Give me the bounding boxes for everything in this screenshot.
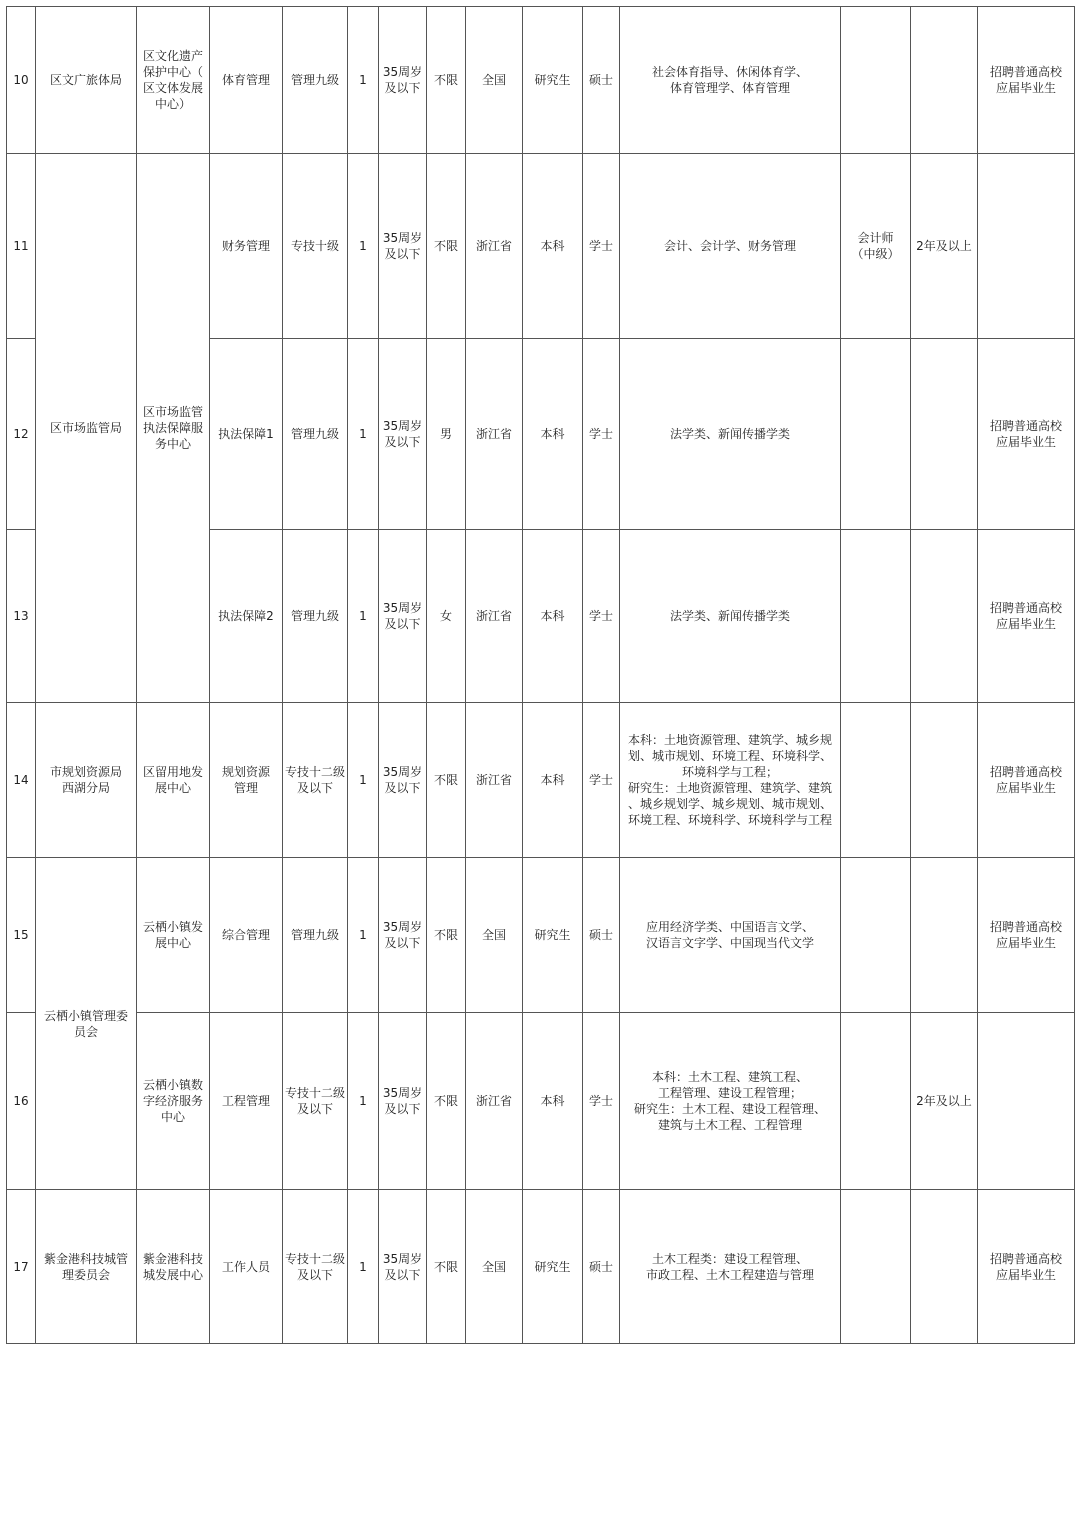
- major-requirement: 会计、会计学、财务管理: [620, 154, 841, 339]
- position-name: 执法保障1: [210, 339, 283, 530]
- table-row: [7, 858, 1075, 1013]
- certificate: [841, 703, 911, 858]
- certificate: 会计师 （中级）: [841, 154, 911, 339]
- gender-requirement: 不限: [427, 1013, 466, 1190]
- position-name: 工程管理: [210, 1013, 283, 1190]
- recruitment-table: [6, 6, 1075, 1344]
- certificate: [841, 530, 911, 703]
- remarks: 招聘普通高校 应届毕业生: [978, 339, 1075, 530]
- hiring-unit: 区留用地发 展中心: [137, 703, 210, 858]
- major-requirement: 法学类、新闻传播学类: [620, 530, 841, 703]
- position-name: 综合管理: [210, 858, 283, 1013]
- row-number: 17: [7, 1190, 36, 1344]
- position-grade: 管理九级: [283, 530, 348, 703]
- gender-requirement: 女: [427, 530, 466, 703]
- degree: 学士: [583, 154, 620, 339]
- residence-region: 浙江省: [466, 339, 523, 530]
- gender-requirement: 不限: [427, 1190, 466, 1344]
- gender-requirement: 不限: [427, 858, 466, 1013]
- degree: 学士: [583, 530, 620, 703]
- certificate: [841, 7, 911, 154]
- row-number: 13: [7, 530, 36, 703]
- age-requirement: 35周岁 及以下: [379, 858, 427, 1013]
- residence-region: 浙江省: [466, 1013, 523, 1190]
- residence-region: 浙江省: [466, 703, 523, 858]
- residence-region: 全国: [466, 858, 523, 1013]
- table-row: [7, 703, 1075, 858]
- row-number: 12: [7, 339, 36, 530]
- table-row: [7, 154, 1075, 339]
- department: 区文广旅体局: [36, 7, 137, 154]
- degree: 学士: [583, 1013, 620, 1190]
- education-level: 本科: [523, 154, 583, 339]
- table-row: [7, 1013, 1075, 1190]
- remarks: [978, 1013, 1075, 1190]
- education-level: 本科: [523, 1013, 583, 1190]
- hiring-count: 1: [348, 1190, 379, 1344]
- age-requirement: 35周岁 及以下: [379, 154, 427, 339]
- position-name: 体育管理: [210, 7, 283, 154]
- age-requirement: 35周岁 及以下: [379, 1190, 427, 1344]
- major-requirement: 本科：土木工程、建筑工程、 工程管理、建设工程管理； 研究生：土木工程、建设工程管理、 建筑与土木工程、工程管理: [620, 1013, 841, 1190]
- hiring-count: 1: [348, 530, 379, 703]
- gender-requirement: 不限: [427, 154, 466, 339]
- certificate: [841, 1013, 911, 1190]
- hiring-count: 1: [348, 703, 379, 858]
- age-requirement: 35周岁 及以下: [379, 1013, 427, 1190]
- certificate: [841, 339, 911, 530]
- row-number: 14: [7, 703, 36, 858]
- gender-requirement: 不限: [427, 703, 466, 858]
- hiring-unit: 区文化遗产 保护中心（ 区文体发展 中心）: [137, 7, 210, 154]
- remarks: [978, 154, 1075, 339]
- work-experience: 2年及以上: [911, 154, 978, 339]
- degree: 学士: [583, 703, 620, 858]
- department: 区市场监管局: [36, 154, 137, 703]
- residence-region: 全国: [466, 7, 523, 154]
- row-number: 11: [7, 154, 36, 339]
- certificate: [841, 1190, 911, 1344]
- position-name: 工作人员: [210, 1190, 283, 1344]
- department: 市规划资源局 西湖分局: [36, 703, 137, 858]
- degree: 学士: [583, 339, 620, 530]
- position-grade: 专技十二级 及以下: [283, 1013, 348, 1190]
- work-experience: [911, 530, 978, 703]
- hiring-unit: 区市场监管 执法保障服 务中心: [137, 154, 210, 703]
- remarks: 招聘普通高校 应届毕业生: [978, 858, 1075, 1013]
- position-grade: 专技十二级 及以下: [283, 703, 348, 858]
- hiring-count: 1: [348, 339, 379, 530]
- position-grade: 专技十二级 及以下: [283, 1190, 348, 1344]
- table-row: [7, 1190, 1075, 1344]
- major-requirement: 法学类、新闻传播学类: [620, 339, 841, 530]
- table-row: [7, 7, 1075, 154]
- education-level: 研究生: [523, 858, 583, 1013]
- work-experience: [911, 703, 978, 858]
- row-number: 16: [7, 1013, 36, 1190]
- gender-requirement: 不限: [427, 7, 466, 154]
- row-number: 10: [7, 7, 36, 154]
- degree: 硕士: [583, 1190, 620, 1344]
- certificate: [841, 858, 911, 1013]
- hiring-unit: 云栖小镇发 展中心: [137, 858, 210, 1013]
- degree: 硕士: [583, 7, 620, 154]
- work-experience: [911, 1190, 978, 1344]
- degree: 硕士: [583, 858, 620, 1013]
- position-name: 规划资源 管理: [210, 703, 283, 858]
- hiring-count: 1: [348, 154, 379, 339]
- remarks: 招聘普通高校 应届毕业生: [978, 703, 1075, 858]
- work-experience: 2年及以上: [911, 1013, 978, 1190]
- age-requirement: 35周岁 及以下: [379, 703, 427, 858]
- work-experience: [911, 858, 978, 1013]
- department: 云栖小镇管理委 员会: [36, 858, 137, 1190]
- position-grade: 管理九级: [283, 7, 348, 154]
- position-grade: 管理九级: [283, 858, 348, 1013]
- education-level: 研究生: [523, 1190, 583, 1344]
- remarks: 招聘普通高校 应届毕业生: [978, 1190, 1075, 1344]
- education-level: 本科: [523, 530, 583, 703]
- hiring-unit: 云栖小镇数 字经济服务 中心: [137, 1013, 210, 1190]
- work-experience: [911, 339, 978, 530]
- position-name: 财务管理: [210, 154, 283, 339]
- major-requirement: 本科：土地资源管理、建筑学、城乡规 划、城市规划、环境工程、环境科学、 环境科学与工程； 研究生：土地资源管理、建筑学、建筑 、城乡规划学、城乡规划、城市规划、 环境工程、环境科学、环境科学与工程: [620, 703, 841, 858]
- major-requirement: 社会体育指导、休闲体育学、 体育管理学、体育管理: [620, 7, 841, 154]
- residence-region: 浙江省: [466, 154, 523, 339]
- education-level: 本科: [523, 703, 583, 858]
- age-requirement: 35周岁 及以下: [379, 339, 427, 530]
- remarks: 招聘普通高校 应届毕业生: [978, 7, 1075, 154]
- hiring-count: 1: [348, 858, 379, 1013]
- position-name: 执法保障2: [210, 530, 283, 703]
- hiring-count: 1: [348, 7, 379, 154]
- hiring-unit: 紫金港科技 城发展中心: [137, 1190, 210, 1344]
- age-requirement: 35周岁 及以下: [379, 530, 427, 703]
- hiring-count: 1: [348, 1013, 379, 1190]
- education-level: 研究生: [523, 7, 583, 154]
- gender-requirement: 男: [427, 339, 466, 530]
- department: 紫金港科技城管 理委员会: [36, 1190, 137, 1344]
- work-experience: [911, 7, 978, 154]
- remarks: 招聘普通高校 应届毕业生: [978, 530, 1075, 703]
- row-number: 15: [7, 858, 36, 1013]
- education-level: 本科: [523, 339, 583, 530]
- age-requirement: 35周岁 及以下: [379, 7, 427, 154]
- position-grade: 管理九级: [283, 339, 348, 530]
- major-requirement: 土木工程类：建设工程管理、 市政工程、土木工程建造与管理: [620, 1190, 841, 1344]
- residence-region: 浙江省: [466, 530, 523, 703]
- major-requirement: 应用经济学类、中国语言文学、 汉语言文字学、中国现当代文学: [620, 858, 841, 1013]
- position-grade: 专技十级: [283, 154, 348, 339]
- residence-region: 全国: [466, 1190, 523, 1344]
